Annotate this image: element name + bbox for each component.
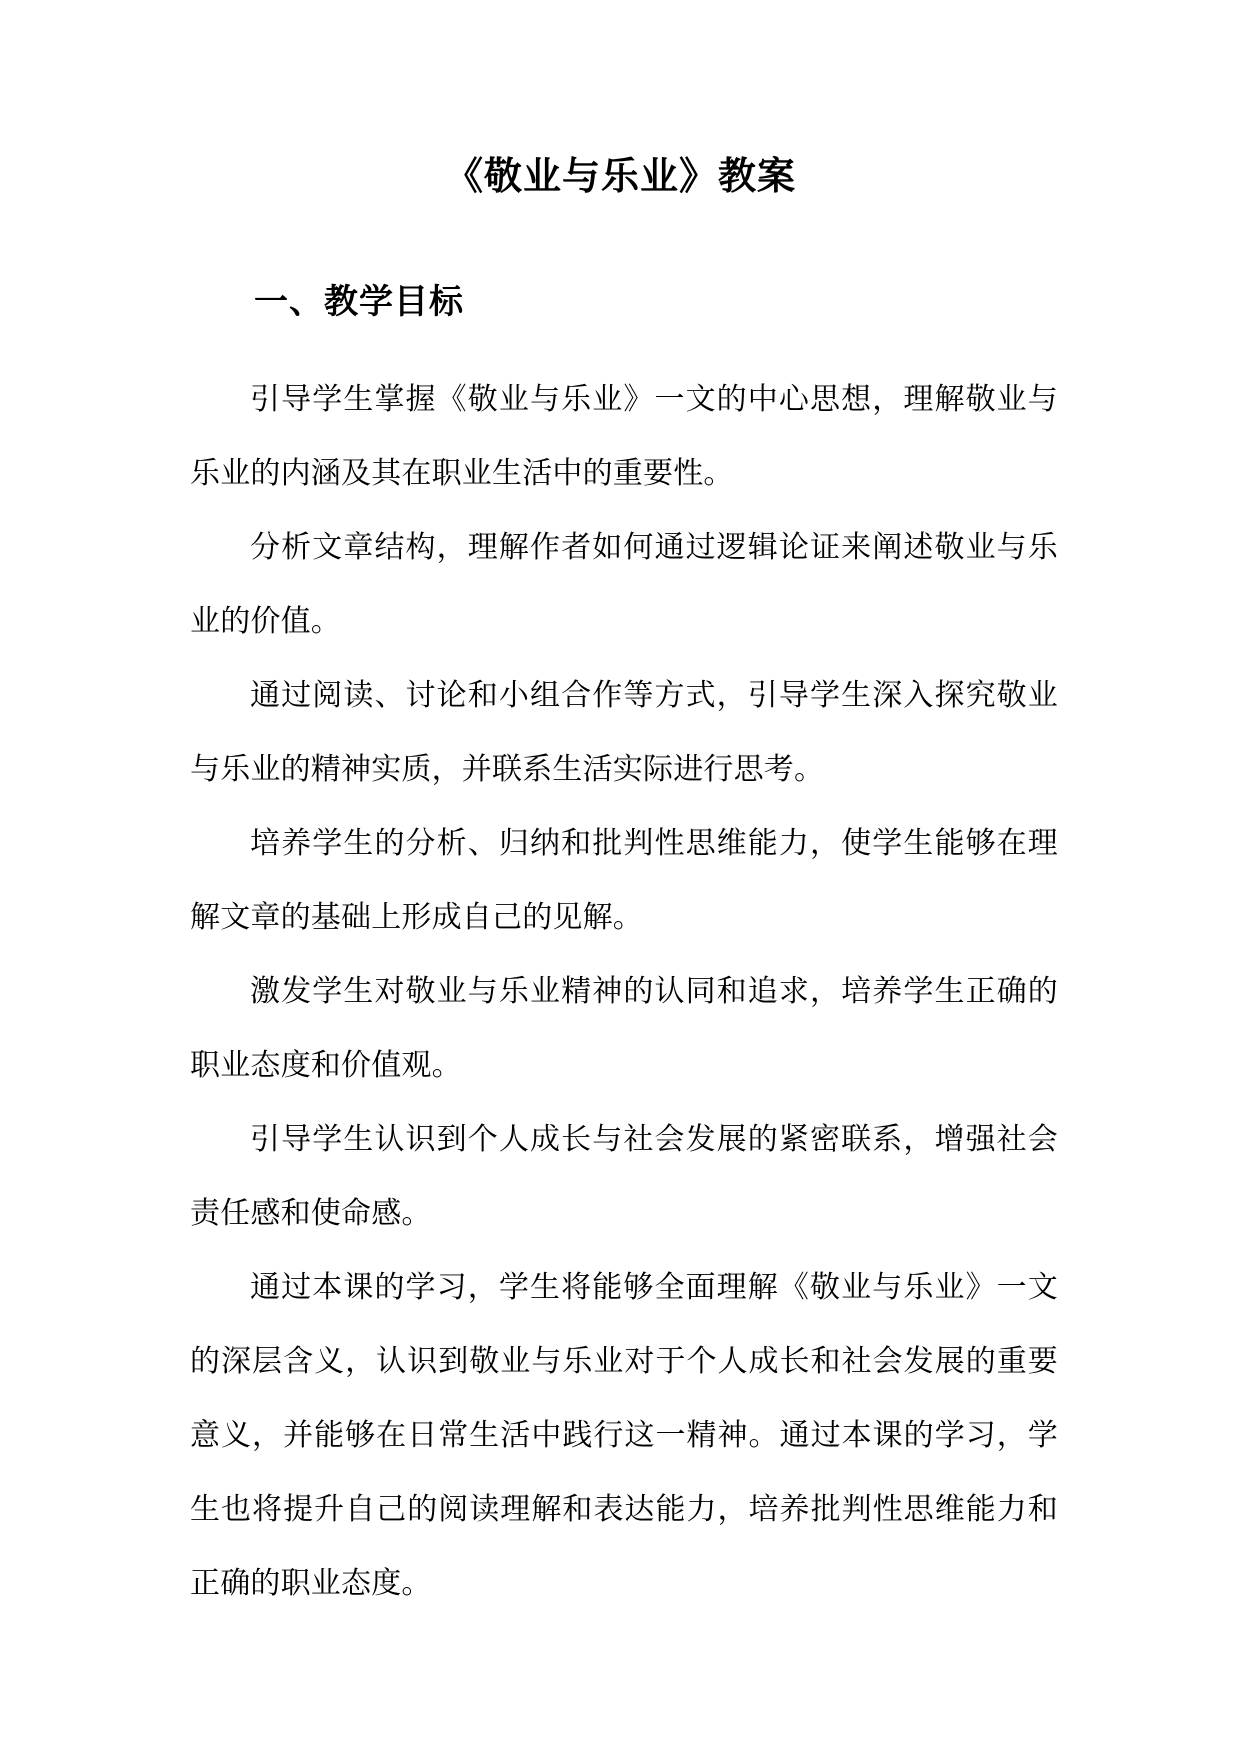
- document-title: 《敬业与乐业》教案: [444, 153, 796, 198]
- document-body: [190, 363, 1058, 1621]
- paragraph: 培养学生的分析、归纳和批判性思维能力，使学生能够在理解文章的基础上形成自己的见解。: [190, 826, 1058, 935]
- section-heading-teaching-goals: 一、教学目标: [254, 282, 464, 322]
- paragraph: 通过阅读、讨论和小组合作等方式，引导学生深入探究敬业与乐业的精神实质，并联系生活实际进行思考。: [190, 678, 1058, 787]
- paragraph: 激发学生对敬业与乐业精神的认同和追求，培养学生正确的职业态度和价值观。: [190, 974, 1058, 1083]
- paragraph: 引导学生掌握《敬业与乐业》一文的中心思想，理解敬业与乐业的内涵及其在职业生活中的重要性。: [190, 382, 1058, 491]
- paragraph: 引导学生认识到个人成长与社会发展的紧密联系，增强社会责任感和使命感。: [190, 1122, 1058, 1231]
- paragraph: 通过本课的学习，学生将能够全面理解《敬业与乐业》一文的深层含义，认识到敬业与乐业对于个人成长和社会发展的重要意义，并能够在日常生活中践行这一精神。通过本课的学习，学生也将提升自己的阅读理解和表达能力，培养批判性思维能力和正确的职业态度。: [190, 1270, 1058, 1601]
- paragraph: 分析文章结构，理解作者如何通过逻辑论证来阐述敬业与乐业的价值。: [190, 530, 1058, 639]
